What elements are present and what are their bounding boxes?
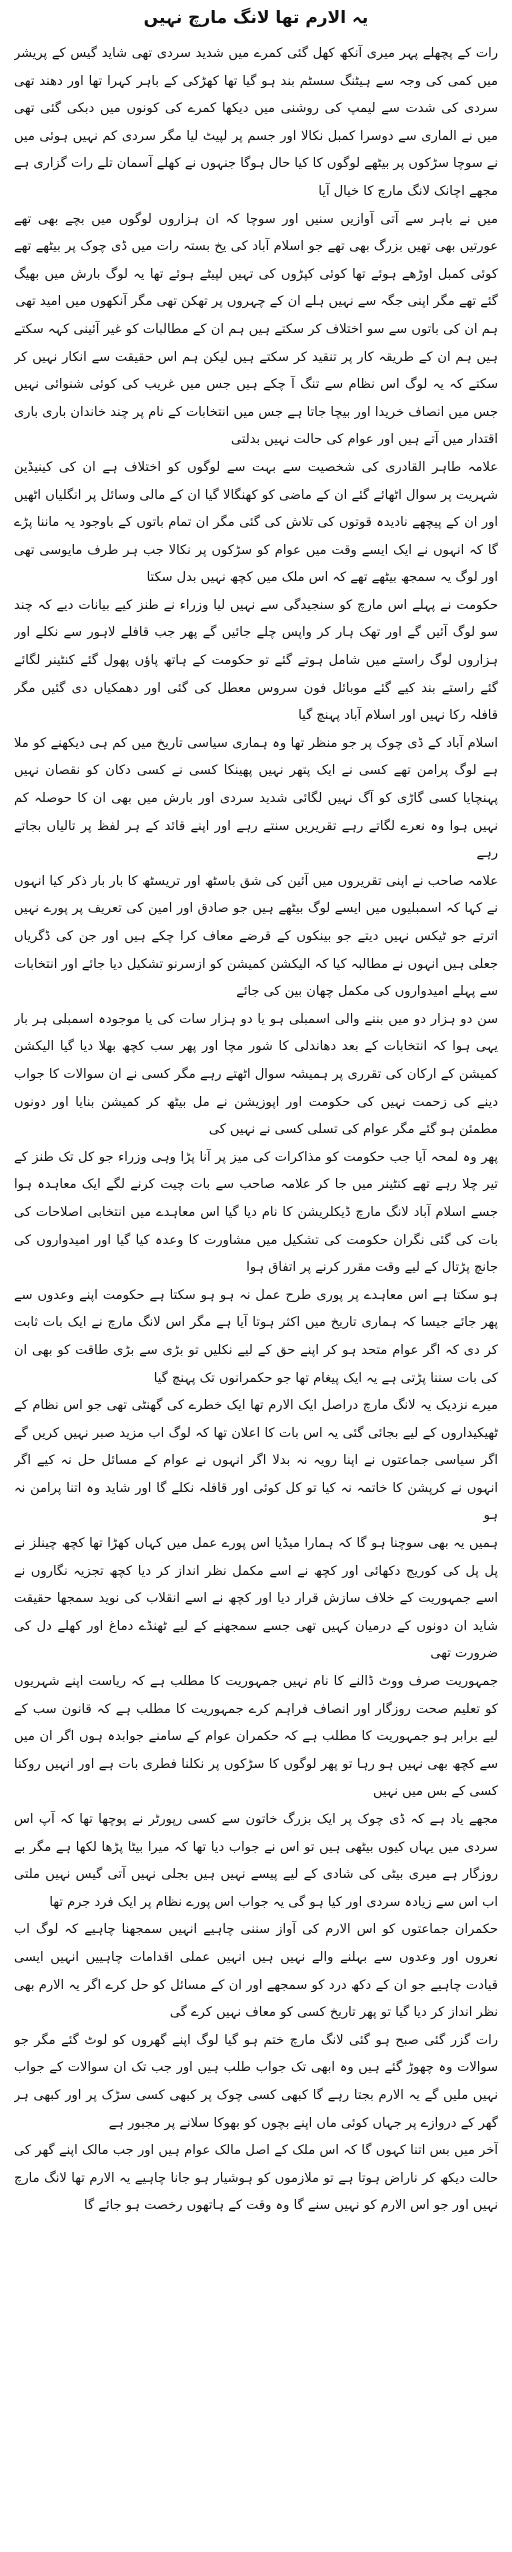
paragraph: حکمران جماعتوں کو اس الارم کی آواز سننی چاہیے انہیں سمجھنا چاہیے کہ لوگ اب نعروں اور وعدوں سے بہلنے والے نہیں ہیں انہیں عملی اقدامات چاہییں انہیں ایسی قیادت چاہیے جو ان کے دکھ درد کو سمجھے اور ان کے مسائل کو حل کرے اگر یہ الارم بھی نظر انداز کر دیا گیا تو پھر تاریخ کسی کو معاف نہیں کرے گی <box>14 1922 498 2021</box>
paragraph: علامہ صاحب نے اپنی تقریروں میں آئین کی شق باسٹھ اور تریسٹھ کا بار بار ذکر کیا انہوں نے کہا کہ اسمبلیوں میں ایسے لوگ بیٹھے ہیں جو صادق اور امین کی تعریف پر پورے نہیں اترتے جو ٹیکس نہیں دیتے جو بینکوں کے قرضے معاف کرا چکے ہیں اور جن کی ڈگریاں جعلی ہیں انہوں نے مطالبہ کیا کہ الیکشن کمیشن کو ازسرنو تشکیل دیا جائے اور انتخابات سے پہلے امیدواروں کی مکمل چھان بین کی جائے <box>14 873 498 1000</box>
paragraph: مجھے یاد ہے کہ ڈی چوک پر ایک بزرگ خاتون سے کسی رپورٹر نے پوچھا تھا کہ آپ اس سردی میں یہاں کیوں بیٹھی ہیں تو اس نے جواب دیا تھا کہ میرا بیٹا پڑھا لکھا ہے مگر بے روزگار ہے میری بیٹی کی شادی کے لیے پیسے نہیں ہیں بجلی نہیں آتی گیس نہیں ملتی اب اس سے زیادہ سردی اور کیا ہو گی یہ جواب اس پورے نظام پر ایک فرد جرم تھا <box>14 1812 498 1910</box>
paragraph: اسلام آباد کے ڈی چوک پر جو منظر تھا وہ ہماری سیاسی تاریخ میں کم ہی دیکھنے کو ملا ہے لوگ پرامن تھے کسی نے ایک پتھر نہیں پھینکا کسی نے کسی دکان کو نقصان نہیں پہنچایا کسی گاڑی کو آگ نہیں لگائی شدید سردی اور بارش میں بھی ان کا حوصلہ کم نہیں ہوا وہ نعرے لگاتے رہے تقریریں سنتے رہے اور اپنے قائد کے ہر لفظ پر تالیاں بجاتے رہے <box>14 735 498 862</box>
article-body <box>14 40 498 2546</box>
paragraph: سن دو ہزار دو میں بننے والی اسمبلی ہو یا دو ہزار سات کی یا موجودہ اسمبلی ہر بار یہی ہوا کہ انتخابات کے بعد دھاندلی کا شور مچا اور پھر سب کچھ بھلا دیا گیا الیکشن کمیشن کے ارکان کی تقرری پر ہمیشہ سوال اٹھتے رہے مگر کسی نے ان سوالات کا جواب دینے کی زحمت نہیں کی حکومت اور اپوزیشن نے مل بیٹھ کر کمیشن بنایا اور دونوں مطمئن ہو گئے مگر عوام کی تسلی کسی نے نہیں کی <box>14 1011 498 1138</box>
paragraph: ہو سکتا ہے اس معاہدے پر پوری طرح عمل نہ ہو ہو سکتا ہے حکومت اپنے وعدوں سے پھر جائے جیسا کہ ہماری تاریخ میں اکثر ہوتا آیا ہے مگر اس لانگ مارچ نے ایک بات ثابت کر دی کہ اگر عوام متحد ہو کر اپنے حق کے لیے نکلیں تو بڑی سے بڑی طاقت کو بھی ان کی بات سننا پڑتی ہے یہ ایک پیغام تھا جو حکمرانوں تک پہنچ گیا <box>14 1287 498 1386</box>
paragraph: ہم ان کی باتوں سے سو اختلاف کر سکتے ہیں ہم ان کے مطالبات کو غیر آئینی کہہ سکتے ہیں ہم ان کے طریقہ کار پر تنقید کر سکتے ہیں لیکن ہم اس حقیقت سے انکار نہیں کر سکتے کہ یہ لوگ اس نظام سے تنگ آ چکے ہیں جس میں غریب کی کوئی شنوائی نہیں جس میں انصاف خریدا اور بیچا جاتا ہے جس میں انتخابات کے نام پر چند خاندان باری باری اقتدار میں آتے ہیں اور عوام کی حالت نہیں بدلتی <box>14 321 498 448</box>
paragraph: حکومت نے پہلے اس مارچ کو سنجیدگی سے نہیں لیا وزراء نے طنز کیے بیانات دیے کہ چند سو لوگ آئیں گے اور تھک ہار کر واپس چلے جائیں گے پھر جب قافلے لاہور سے نکلے اور ہزاروں لوگ راستے میں شامل ہوتے گئے تو حکومت کے ہاتھ پاؤں پھول گئے کنٹینر لگائے گئے راستے بند کیے گئے موبائل فون سروس معطل کی گئی اور دھمکیاں دی گئیں مگر قافلہ رکا نہیں اور اسلام آباد پہنچ گیا <box>14 597 498 724</box>
paragraph: میرے نزدیک یہ لانگ مارچ دراصل ایک الارم تھا ایک خطرے کی گھنٹی تھی جو اس نظام کے ٹھیکیداروں کے لیے بجائی گئی یہ اس بات کا اعلان تھا کہ لوگ اب مزید صبر نہیں کریں گے اگر سیاسی جماعتوں نے اپنا رویہ نہ بدلا اگر انہوں نے عوام کے مسائل حل نہ کیے اگر انہوں نے کرپشن کا خاتمہ نہ کیا تو کل کوئی اور قافلہ نکلے گا اور شاید وہ اتنا پرامن نہ ہو <box>14 1398 498 1524</box>
paragraph: رات کے پچھلے پہر میری آنکھ کھل گئی کمرے میں شدید سردی تھی شاید گیس کے پریشر میں کمی کی وجہ سے ہیٹنگ سسٹم بند ہو گیا تھا کھڑکی کے باہر کہرا تھا اور دھند تھی سردی کی شدت سے لیمپ کی روشنی میں دیکھا کمرے کی کونوں میں دبکی گئی تھی میں نے الماری سے دوسرا کمبل نکالا اور جسم پر لپیٹ لیا مگر سردی کم نہیں ہوئی میں نے سوچا سڑکوں پر بیٹھے لوگوں کا کیا حال ہوگا جنہوں نے کھلے آسمان تلے رات گزاری ہے مجھے اچانک لانگ مارچ کا خیال آیا <box>14 46 498 199</box>
paragraph: میں نے باہر سے آتی آوازیں سنیں اور سوچا کہ ان ہزاروں لوگوں میں بچے بھی تھے عورتیں بھی تھیں بزرگ بھی تھے جو اسلام آباد کی یخ بستہ رات میں ڈی چوک پر بیٹھے تھے کوئی کمبل اوڑھے ہوئے تھا کوئی کپڑوں کی تہیں لپیٹے ہوئے تھا یہ لوگ بارش میں بھیگ گئے تھے مگر اپنی جگہ سے نہیں ہلے ان کے چہروں پر تھکن تھی مگر آنکھوں میں امید تھی <box>14 211 498 310</box>
paragraph: پھر وہ لمحہ آیا جب حکومت کو مذاکرات کی میز پر آنا پڑا وہی وزراء جو کل تک طنز کے تیر چلا رہے تھے کنٹینر میں جا کر علامہ صاحب سے بات چیت کرنے لگے ایک معاہدہ ہوا جسے اسلام آباد لانگ مارچ ڈیکلریشن کا نام دیا گیا اس معاہدے میں انتخابی اصلاحات کی بات کی گئی نگران حکومت کی تشکیل میں مشاورت کا وعدہ کیا گیا اور امیدواروں کی جانچ پڑتال کے لیے وقت مقرر کرنے پر اتفاق ہوا <box>14 1149 498 1276</box>
paragraph: رات گزر گئی صبح ہو گئی لانگ مارچ ختم ہو گیا لوگ اپنے گھروں کو لوٹ گئے مگر جو سوالات وہ چھوڑ گئے ہیں وہ ابھی تک جواب طلب ہیں اور جب تک ان سوالات کے جواب نہیں ملیں گے یہ الارم بجتا رہے گا کبھی کسی چوک پر کبھی کسی سڑک پر اور کبھی ہر گھر کے دروازے پر جہاں کوئی ماں اپنے بچوں کو بھوکا سلانے پر مجبور ہے <box>14 2032 498 2131</box>
paragraph: جمہوریت صرف ووٹ ڈالنے کا نام نہیں جمہوریت کا مطلب ہے کہ ریاست اپنے شہریوں کو تعلیم صحت روزگار اور انصاف فراہم کرے جمہوریت کا مطلب ہے کہ قانون سب کے لیے برابر ہو جمہوریت کا مطلب ہے کہ حکمران عوام کے سامنے جوابدہ ہوں اگر ان میں سے کچھ بھی نہیں ہو رہا تو پھر لوگوں کا سڑکوں پر نکلنا فطری بات ہے اور انہیں روکنا کسی کے بس میں نہیں <box>14 1674 498 1800</box>
article-title: یہ الارم تھا لانگ مارچ نہیں <box>143 8 369 28</box>
paragraph: علامہ طاہر القادری کی شخصیت سے بہت سے لوگوں کو اختلاف ہے ان کی کینیڈین شہریت پر سوال اٹھائے گئے ان کے ماضی کو کھنگالا گیا ان کے مالی وسائل پر انگلیاں اٹھیں اور ان کے پیچھے نادیدہ قوتوں کی تلاش کی گئی مگر ان تمام باتوں کے باوجود یہ ماننا پڑے گا کہ انہوں نے ایک ایسے وقت میں عوام کو سڑکوں پر نکالا جب ہر طرف مایوسی تھی اور لوگ یہ سمجھ بیٹھے تھے کہ اس ملک میں کچھ نہیں بدل سکتا <box>14 459 498 586</box>
paragraph: آخر میں بس اتنا کہوں گا کہ اس ملک کے اصل مالک عوام ہیں اور جب مالک اپنے گھر کی حالت دیکھ کر ناراض ہوتا ہے تو ملازموں کو ہوشیار ہو جانا چاہیے یہ الارم تھا لانگ مارچ نہیں اور جو اس الارم کو نہیں سنے گا وہ وقت کے ہاتھوں رخصت ہو جائے گا <box>14 2143 498 2214</box>
paragraph: ہمیں یہ بھی سوچنا ہو گا کہ ہمارا میڈیا اس پورے عمل میں کہاں کھڑا تھا کچھ چینلز نے پل پل کی کوریج دکھائی اور کچھ نے اسے مکمل نظر انداز کر دیا کچھ تجزیہ نگاروں نے اسے جمہوریت کے خلاف سازش قرار دیا اور کچھ نے اسے انقلاب کی نوید سمجھا حقیقت شاید ان دونوں کے درمیان کہیں تھی جسے سمجھنے کے لیے ٹھنڈے دماغ اور کھلے دل کی ضرورت تھی <box>14 1536 498 1662</box>
